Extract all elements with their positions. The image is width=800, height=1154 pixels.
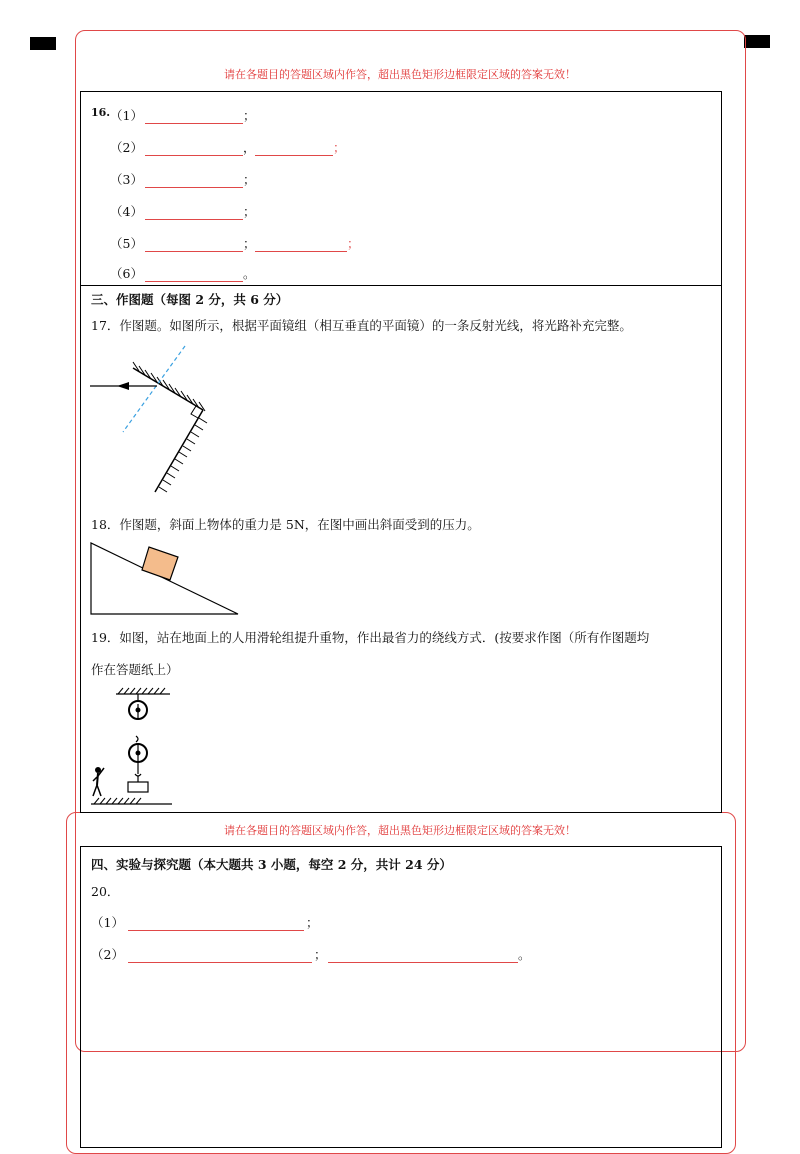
q16-end: ；: [332, 140, 346, 155]
q16-item-5: [110, 234, 359, 252]
q20-label: （2）: [91, 947, 124, 962]
answer-blank[interactable]: [328, 949, 518, 963]
q16-end: ；: [242, 108, 256, 123]
answer-box-bottom: [80, 846, 722, 1148]
q16-item-3: [110, 170, 255, 188]
answer-blank[interactable]: [145, 268, 243, 282]
q17-mirror-figure: [85, 340, 220, 500]
answer-blank[interactable]: [128, 917, 304, 931]
q16-item-1: [110, 106, 255, 124]
q19-text-line2: 作在答题纸上）: [91, 662, 179, 677]
answer-blank[interactable]: [145, 142, 243, 156]
q18-text: 18．作图题，斜面上物体的重力是 5N，在图中画出斜面受到的压力。: [91, 517, 480, 532]
section4-title: 四、实验与探究题（本大题共 3 小题，每空 2 分，共计 24 分）: [91, 857, 452, 872]
q20-label: （1）: [91, 915, 124, 930]
q19-text-line1: 19．如图，站在地面上的人用滑轮组提升重物，作出最省力的绕线方式．(按要求作图（所有作图题均: [91, 630, 650, 645]
q17-text: 17．作图题。如图所示，根据平面镜组（相互垂直的平面镜）的一条反射光线，将光路补充完整。: [91, 318, 632, 333]
q16-end: ；: [242, 172, 256, 187]
q16-label: （6）: [110, 266, 143, 281]
q16-end: ；: [242, 204, 256, 219]
q16-end: ；: [346, 236, 360, 251]
q20-number: 20．: [91, 884, 120, 899]
q16-number: 16.: [91, 106, 111, 119]
q16-item-4: [110, 202, 255, 220]
answer-blank[interactable]: [145, 238, 243, 252]
q16-item-6: [110, 264, 255, 282]
q16-label: （4）: [110, 204, 143, 219]
answer-blank[interactable]: [255, 142, 333, 156]
corner-mark-left: [30, 37, 56, 50]
q20-item-1: [91, 913, 318, 931]
q20-item-2: [91, 945, 530, 963]
q16-label: （2）: [110, 140, 143, 155]
q18-incline-figure: [88, 540, 244, 620]
answer-blank[interactable]: [255, 238, 347, 252]
q20-sep: ；: [313, 947, 327, 962]
q16-label: （3）: [110, 172, 143, 187]
q16-end: 。: [242, 266, 256, 281]
answer-blank[interactable]: [145, 206, 243, 220]
section3-title: 三、作图题（每图 2 分，共 6 分）: [91, 292, 289, 307]
answer-blank[interactable]: [145, 174, 243, 188]
q19-pulley-figure: [88, 686, 174, 808]
answer-blank[interactable]: [128, 949, 312, 963]
answer-blank[interactable]: [145, 110, 243, 124]
corner-mark-right: [744, 35, 770, 48]
q20-end: ；: [305, 915, 319, 930]
q20-end: 。: [517, 947, 531, 962]
notice-text-top: 请在各题目的答题区域内作答，超出黑色矩形边框限定区域的答案无效！: [224, 68, 576, 81]
q16-item-2: [110, 138, 345, 156]
q16-label: （1）: [110, 108, 143, 123]
notice-text-bottom: 请在各题目的答题区域内作答，超出黑色矩形边框限定区域的答案无效！: [224, 824, 576, 837]
divider-q16-section3: [80, 285, 721, 286]
q16-label: （5）: [110, 236, 143, 251]
q16-sep: ，: [242, 140, 256, 155]
q16-sep: ；: [242, 236, 256, 251]
